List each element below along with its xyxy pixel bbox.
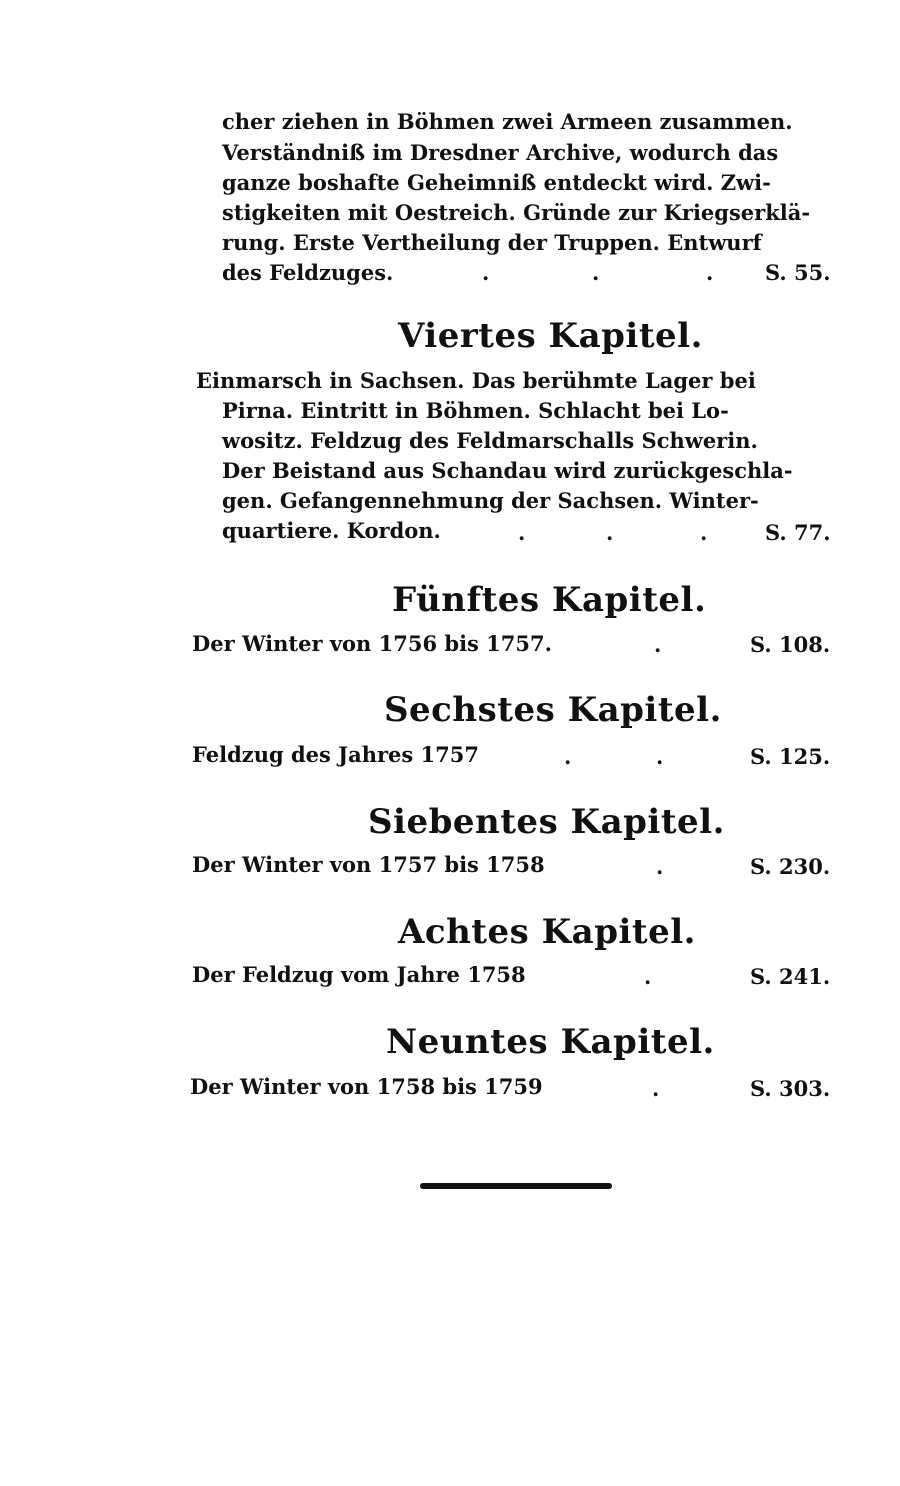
leader-dot: ․ xyxy=(652,1076,660,1101)
page-number: S. 77. xyxy=(765,520,831,545)
toc-entry: Feldzug des Jahres 1757 xyxy=(192,742,479,767)
toc-entry: Der Winter von 1757 bis 1758 xyxy=(192,852,545,877)
leader-dot: ․ xyxy=(482,260,490,285)
chapter-heading: Achtes Kapitel. xyxy=(398,912,696,952)
chapter-heading: Neuntes Kapitel. xyxy=(386,1022,715,1062)
end-rule-divider xyxy=(420,1183,612,1189)
toc-text-line: gen. Gefangennehmung der Sachsen. Winter- xyxy=(222,488,759,513)
toc-entry: Der Winter von 1756 bis 1757. xyxy=(192,631,552,656)
toc-text-line: wositz. Feldzug des Feldmarschalls Schwerin. xyxy=(222,428,758,453)
chapter-heading: Siebentes Kapitel. xyxy=(368,802,725,842)
chapter-heading: Sechstes Kapitel. xyxy=(384,690,722,730)
toc-text-line: stigkeiten mit Oestreich. Gründe zur Kriegserklä- xyxy=(222,200,811,225)
toc-text-line: cher ziehen in Böhmen zwei Armeen zusammen. xyxy=(222,109,793,134)
toc-text-line: des Feldzuges. xyxy=(222,260,394,285)
chapter-heading: Viertes Kapitel. xyxy=(398,316,703,356)
page-number: S. 241. xyxy=(750,964,831,989)
leader-dot: ․ xyxy=(700,520,708,545)
leader-dot: ․ xyxy=(656,744,664,769)
toc-text-line: Der Beistand aus Schandau wird zurückgeschla- xyxy=(222,458,793,483)
toc-text-line: Einmarsch in Sachsen. Das berühmte Lager bei xyxy=(196,368,756,393)
leader-dot: ․ xyxy=(564,744,572,769)
toc-text-line: rung. Erste Vertheilung der Truppen. Entwurf xyxy=(222,230,762,255)
leader-dot: ․ xyxy=(706,260,714,285)
page-number: S. 55. xyxy=(765,260,831,285)
page-number: S. 125. xyxy=(750,744,831,769)
leader-dot: ․ xyxy=(592,260,600,285)
toc-text-line: Pirna. Eintritt in Böhmen. Schlacht bei Lo- xyxy=(222,398,729,423)
page-number: S. 108. xyxy=(750,632,831,657)
toc-text-line: Verständniß im Dresdner Archive, wodurch das xyxy=(222,140,779,165)
toc-entry: Der Feldzug vom Jahre 1758 xyxy=(192,962,526,987)
leader-dot: ․ xyxy=(606,520,614,545)
leader-dot: ․ xyxy=(656,854,664,879)
toc-text-line: ganze boshafte Geheimniß entdeckt wird. Zwi- xyxy=(222,170,771,195)
chapter-heading: Fünftes Kapitel. xyxy=(392,580,707,620)
page-number: S. 303. xyxy=(750,1076,831,1101)
leader-dot: ․ xyxy=(518,520,526,545)
leader-dot: ․ xyxy=(644,964,652,989)
leader-dot: ․ xyxy=(654,632,662,657)
toc-entry: Der Winter von 1758 bis 1759 xyxy=(190,1074,543,1099)
toc-text-line: quartiere. Kordon. xyxy=(222,518,441,543)
page-number: S. 230. xyxy=(750,854,831,879)
